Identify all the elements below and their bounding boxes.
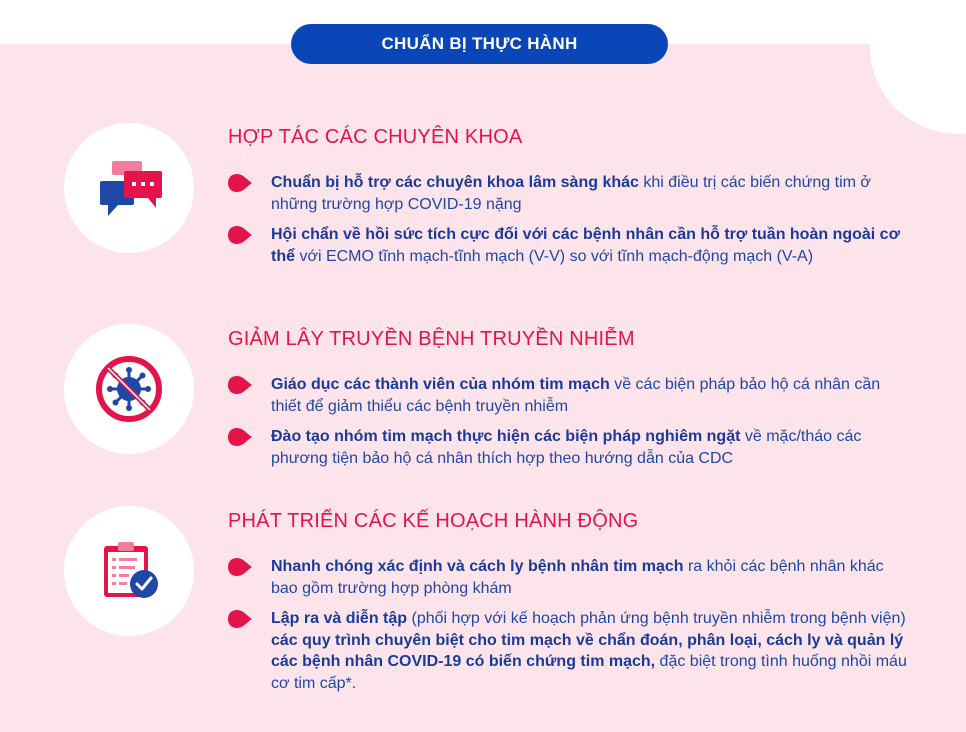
bullet-list	[228, 172, 908, 267]
section-title: GIẢM LÂY TRUYỀN BỆNH TRUYỀN NHIỄM	[228, 328, 635, 350]
list-item: Hội chẩn về hồi sức tích cực đối với các bệnh nhân cần hỗ trợ tuần hoàn ngoài cơ thể với ECMO tĩnh mạch-tĩnh mạch (V-V) so với tĩnh mạch-động mạch (V-A)	[228, 224, 908, 267]
section-icon-circle	[64, 506, 194, 636]
bullet-marker-icon	[228, 226, 252, 244]
list-item: Nhanh chóng xác định và cách ly bệnh nhân tim mạch ra khỏi các bệnh nhân khác bao gồm trường hợp phòng khám	[228, 556, 908, 599]
bullet-list	[228, 556, 908, 694]
bullet-marker-icon	[228, 610, 252, 628]
section-title: HỢP TÁC CÁC CHUYÊN KHOA	[228, 126, 523, 148]
chat-bubbles-icon	[64, 123, 194, 253]
section-icon-circle	[64, 123, 194, 253]
list-item: Chuẩn bị hỗ trợ các chuyên khoa lâm sàng khác khi điều trị các biến chứng tim ở những trường hợp COVID-19 nặng	[228, 172, 908, 215]
page-title: CHUẨN BỊ THỰC HÀNH	[291, 24, 668, 64]
panel-corner-cutout	[870, 44, 966, 134]
section-action-plans	[228, 510, 908, 694]
section-cooperation	[228, 126, 908, 267]
no-virus-icon	[64, 324, 194, 454]
bullet-list	[228, 374, 908, 469]
bullet-marker-icon	[228, 558, 252, 576]
section-title: PHÁT TRIỂN CÁC KẾ HOẠCH HÀNH ĐỘNG	[228, 510, 639, 532]
clipboard-check-icon	[64, 506, 194, 636]
list-item: Giáo dục các thành viên của nhóm tim mạch về các biện pháp bảo hộ cá nhân cần thiết để giảm thiểu các bệnh truyền nhiễm	[228, 374, 908, 417]
section-transmission	[228, 328, 908, 469]
bullet-marker-icon	[228, 174, 252, 192]
bullet-marker-icon	[228, 428, 252, 446]
section-icon-circle	[64, 324, 194, 454]
list-item: Đào tạo nhóm tim mạch thực hiện các biện pháp nghiêm ngặt về mặc/tháo các phương tiện bảo hộ cá nhân thích hợp theo hướng dẫn của CDC	[228, 426, 908, 469]
list-item: Lập ra và diễn tập (phối hợp với kế hoạch phản ứng bệnh truyền nhiễm trong bệnh viện) các quy trình chuyên biệt cho tim mạch về chẩn đoán, phân loại, cách ly và quản lý các bệnh nhân COVID-19 có biến chứng tim mạch, đặc biệt trong tình huống nhồi máu cơ tim cấp*.	[228, 608, 908, 694]
bullet-marker-icon	[228, 376, 252, 394]
